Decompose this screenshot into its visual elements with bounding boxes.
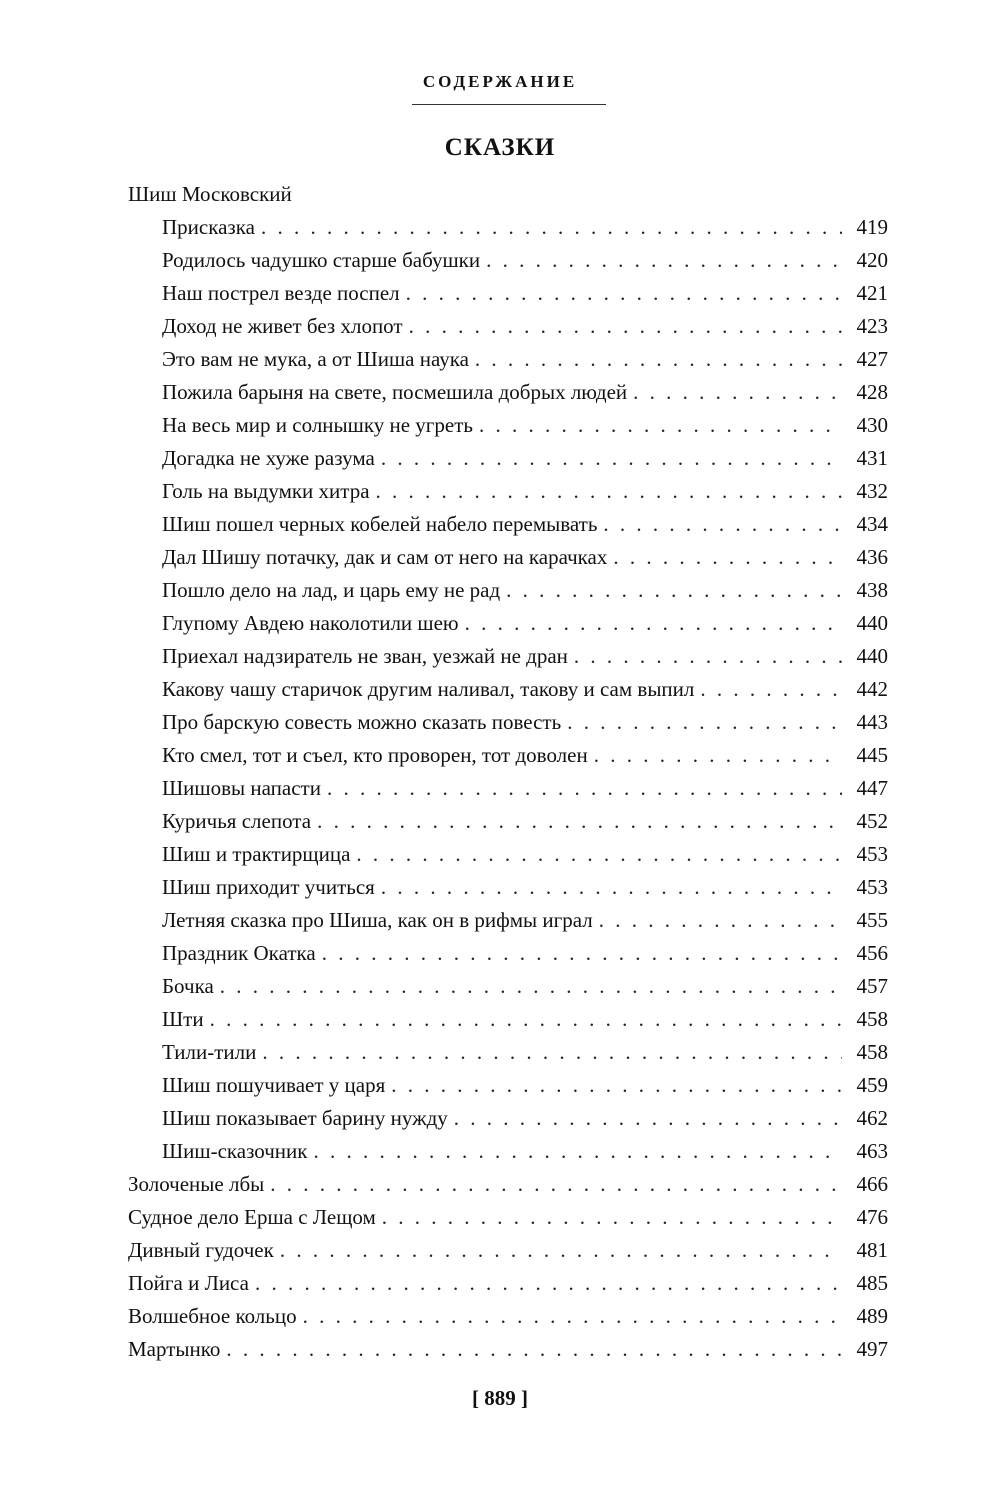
toc-entry-title: Шишовы напасти bbox=[162, 776, 321, 800]
toc-entry-page: 440 bbox=[856, 644, 888, 668]
toc-group-title: Шиш Московский bbox=[128, 182, 292, 206]
toc-entry-title: На весь мир и солнышку не угреть bbox=[162, 413, 473, 437]
toc-entry-page: 436 bbox=[856, 545, 888, 569]
toc-entry bbox=[128, 1234, 888, 1267]
toc-entry-page: 452 bbox=[856, 809, 888, 833]
toc-entry-title: Пошло дело на лад, и царь ему не рад bbox=[162, 578, 501, 602]
toc-dot-leader bbox=[700, 673, 842, 706]
toc-entry-title: Присказка bbox=[162, 215, 255, 239]
toc-entry-title: Праздник Окатка bbox=[162, 941, 316, 965]
toc-dot-leader bbox=[313, 1135, 842, 1168]
toc-entry-title: Тили-тили bbox=[162, 1040, 257, 1064]
toc-entry bbox=[128, 970, 888, 1003]
toc-entry bbox=[128, 772, 888, 805]
toc-dot-leader bbox=[255, 1267, 842, 1300]
toc-entry-page: 485 bbox=[856, 1271, 888, 1295]
toc-entry-page: 466 bbox=[856, 1172, 888, 1196]
toc-entry bbox=[128, 310, 888, 343]
toc-dot-leader bbox=[406, 277, 842, 310]
toc-dot-leader bbox=[567, 706, 842, 739]
toc-dot-leader bbox=[465, 607, 842, 640]
toc-entry bbox=[128, 904, 888, 937]
toc-dot-leader bbox=[479, 409, 842, 442]
running-head-rule bbox=[412, 104, 606, 105]
table-of-contents bbox=[128, 178, 888, 1366]
toc-entry-page: 438 bbox=[856, 578, 888, 602]
toc-entry-title: Летняя сказка про Шиша, как он в рифмы играл bbox=[162, 908, 593, 932]
toc-entry-title: Шти bbox=[162, 1007, 204, 1031]
toc-group-entries bbox=[128, 211, 888, 1168]
toc-dot-leader bbox=[409, 310, 842, 343]
toc-entry-title: Шиш пошучивает у царя bbox=[162, 1073, 386, 1097]
toc-entry-title: Кто смел, тот и съел, кто проворен, тот доволен bbox=[162, 743, 588, 767]
toc-dot-leader bbox=[210, 1003, 842, 1036]
toc-dot-leader bbox=[633, 376, 842, 409]
page-number: [ 889 ] bbox=[472, 1386, 528, 1410]
toc-entry-page: 497 bbox=[856, 1337, 888, 1361]
toc-entry-page: 458 bbox=[856, 1007, 888, 1031]
toc-dot-leader bbox=[594, 739, 842, 772]
toc-entry-title: Это вам не мука, а от Шиша наука bbox=[162, 347, 469, 371]
toc-dot-leader bbox=[603, 508, 842, 541]
toc-entry-page: 456 bbox=[856, 941, 888, 965]
toc-entry bbox=[128, 1168, 888, 1201]
toc-entry bbox=[128, 244, 888, 277]
toc-dot-leader bbox=[376, 475, 842, 508]
toc-dot-leader bbox=[262, 1036, 842, 1069]
toc-entry bbox=[128, 1333, 888, 1366]
running-head: СОДЕРЖАНИЕ bbox=[422, 72, 578, 91]
toc-top-entries bbox=[128, 1168, 888, 1366]
toc-entry-title: Дивный гудочек bbox=[128, 1238, 274, 1262]
toc-entry-page: 445 bbox=[856, 743, 888, 767]
toc-entry-title: Догадка не хуже разума bbox=[162, 446, 375, 470]
toc-entry-title: Наш пострел везде поспел bbox=[162, 281, 400, 305]
toc-entry-page: 457 bbox=[856, 974, 888, 998]
toc-dot-leader bbox=[381, 871, 842, 904]
toc-entry bbox=[128, 508, 888, 541]
toc-entry bbox=[128, 1135, 888, 1168]
toc-entry-page: 489 bbox=[856, 1304, 888, 1328]
toc-entry-page: 423 bbox=[856, 314, 888, 338]
toc-entry-title: Мартынко bbox=[128, 1337, 221, 1361]
toc-entry-page: 443 bbox=[856, 710, 888, 734]
toc-entry-page: 459 bbox=[856, 1073, 888, 1097]
toc-entry-page: 432 bbox=[856, 479, 888, 503]
toc-entry bbox=[128, 541, 888, 574]
toc-entry bbox=[128, 1069, 888, 1102]
toc-entry-title: Шиш и трактирщица bbox=[162, 842, 351, 866]
toc-dot-leader bbox=[454, 1102, 842, 1135]
toc-entry bbox=[128, 475, 888, 508]
toc-entry bbox=[128, 805, 888, 838]
toc-entry-title: Дал Шишу потачку, дак и сам от него на карачках bbox=[162, 545, 608, 569]
toc-entry bbox=[128, 376, 888, 409]
toc-entry bbox=[128, 277, 888, 310]
toc-dot-leader bbox=[599, 904, 842, 937]
toc-entry bbox=[128, 1201, 888, 1234]
toc-entry-page: 462 bbox=[856, 1106, 888, 1130]
toc-entry bbox=[128, 409, 888, 442]
toc-entry-title: Глупому Авдею наколотили шею bbox=[162, 611, 459, 635]
toc-entry-page: 455 bbox=[856, 908, 888, 932]
toc-entry-title: Шиш показывает барину нужду bbox=[162, 1106, 448, 1130]
toc-entry-title: Шиш пошел черных кобелей набело перемывать bbox=[162, 512, 598, 536]
toc-entry-page: 440 bbox=[856, 611, 888, 635]
toc-entry-title: Золоченые лбы bbox=[128, 1172, 265, 1196]
toc-entry-title: Голь на выдумки хитра bbox=[162, 479, 370, 503]
toc-entry-title: Шиш-сказочник bbox=[162, 1139, 308, 1163]
toc-entry-page: 428 bbox=[856, 380, 888, 404]
toc-entry-title: Какову чашу старичок другим наливал, такову и сам выпил bbox=[162, 677, 695, 701]
toc-entry-title: Куричья слепота bbox=[162, 809, 312, 833]
toc-dot-leader bbox=[220, 970, 842, 1003]
toc-entry bbox=[128, 871, 888, 904]
toc-entry-page: 430 bbox=[856, 413, 888, 437]
toc-entry-page: 434 bbox=[856, 512, 888, 536]
toc-entry bbox=[128, 1036, 888, 1069]
toc-dot-leader bbox=[270, 1168, 842, 1201]
toc-entry bbox=[128, 1003, 888, 1036]
toc-entry bbox=[128, 1267, 888, 1300]
toc-dot-leader bbox=[486, 244, 842, 277]
toc-entry-page: 427 bbox=[856, 347, 888, 371]
toc-dot-leader bbox=[322, 937, 842, 970]
toc-entry-title: Пожила барыня на свете, посмешила добрых людей bbox=[162, 380, 628, 404]
toc-dot-leader bbox=[391, 1069, 842, 1102]
toc-entry-page: 453 bbox=[856, 875, 888, 899]
toc-dot-leader bbox=[280, 1234, 842, 1267]
toc-entry-title: Про барскую совесть можно сказать повесть bbox=[162, 710, 562, 734]
toc-entry bbox=[128, 607, 888, 640]
toc-entry-page: 458 bbox=[856, 1040, 888, 1064]
toc-entry-page: 431 bbox=[856, 446, 888, 470]
toc-dot-leader bbox=[226, 1333, 842, 1366]
toc-entry bbox=[128, 343, 888, 376]
toc-entry-page: 420 bbox=[856, 248, 888, 272]
toc-entry-page: 447 bbox=[856, 776, 888, 800]
toc-entry-page: 453 bbox=[856, 842, 888, 866]
toc-entry-title: Волшебное кольцо bbox=[128, 1304, 297, 1328]
toc-dot-leader bbox=[261, 211, 842, 244]
toc-entry-page: 476 bbox=[856, 1205, 888, 1229]
toc-entry bbox=[128, 937, 888, 970]
toc-entry-page: 463 bbox=[856, 1139, 888, 1163]
toc-entry-title: Судное дело Ерша с Лещом bbox=[128, 1205, 376, 1229]
toc-dot-leader bbox=[574, 640, 842, 673]
toc-entry bbox=[128, 739, 888, 772]
toc-entry bbox=[128, 211, 888, 244]
toc-entry-title: Доход не живет без хлопот bbox=[162, 314, 403, 338]
toc-entry-page: 421 bbox=[856, 281, 888, 305]
toc-dot-leader bbox=[317, 805, 842, 838]
toc-entry-page: 419 bbox=[856, 215, 888, 239]
toc-dot-leader bbox=[381, 442, 842, 475]
toc-entry bbox=[128, 442, 888, 475]
toc-dot-leader bbox=[303, 1300, 842, 1333]
toc-entry bbox=[128, 640, 888, 673]
toc-entry-page: 442 bbox=[856, 677, 888, 701]
toc-entry bbox=[128, 574, 888, 607]
toc-dot-leader bbox=[475, 343, 842, 376]
toc-entry bbox=[128, 1300, 888, 1333]
toc-dot-leader bbox=[506, 574, 842, 607]
toc-dot-leader bbox=[356, 838, 842, 871]
toc-entry bbox=[128, 706, 888, 739]
toc-entry bbox=[128, 838, 888, 871]
toc-entry-title: Родилось чадушко старше бабушки bbox=[162, 248, 481, 272]
toc-entry-title: Шиш приходит учиться bbox=[162, 875, 375, 899]
toc-entry-title: Пойга и Лиса bbox=[128, 1271, 249, 1295]
toc-entry-page: 481 bbox=[856, 1238, 888, 1262]
toc-entry-title: Приехал надзиратель не зван, уезжай не дран bbox=[162, 644, 568, 668]
toc-entry bbox=[128, 673, 888, 706]
toc-dot-leader bbox=[382, 1201, 842, 1234]
toc-dot-leader bbox=[327, 772, 842, 805]
toc-entry bbox=[128, 1102, 888, 1135]
toc-entry-title: Бочка bbox=[162, 974, 214, 998]
toc-dot-leader bbox=[613, 541, 842, 574]
section-title: СКАЗКИ bbox=[444, 134, 556, 161]
